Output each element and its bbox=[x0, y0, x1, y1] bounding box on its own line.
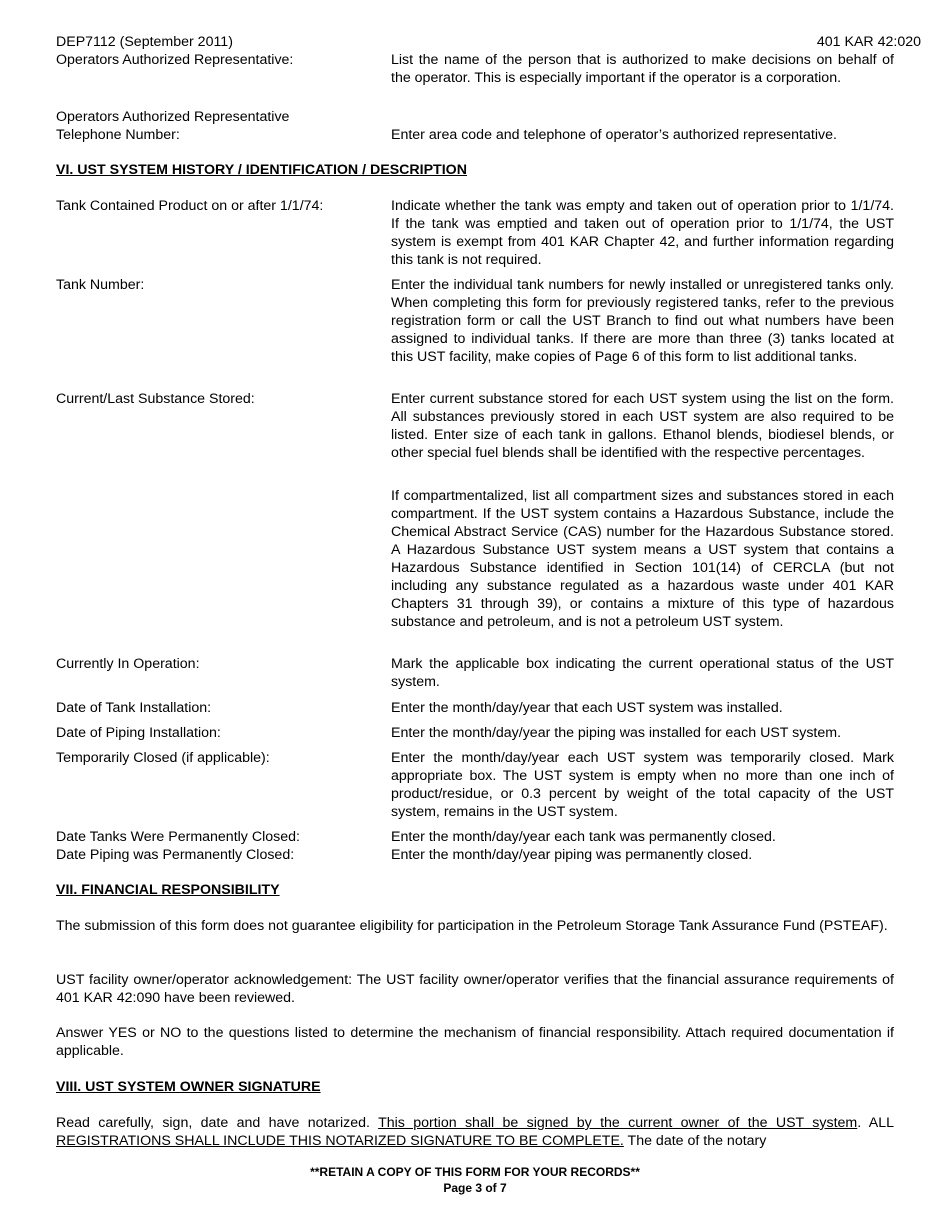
rep-name-desc: List the name of the person that is authorized to make decisions on behalf of the operator. This is especially important if the operator is a corporation. bbox=[391, 52, 894, 86]
rep-phone-label-2: Telephone Number: bbox=[56, 127, 180, 143]
tank-number-desc: Enter the individual tank numbers for newly installed or unregistered tanks only. When completing this form for previously registered tanks, refer to the previous registration form or call the UST Branch to find out what numbers have been assigned to individual tanks. If there are more than three (3) tanks located at this UST facility, make copies of Page 6 of this form to list additional tanks. bbox=[391, 277, 894, 365]
piping-install-desc: Enter the month/day/year the piping was installed for each UST system. bbox=[391, 725, 842, 741]
section-7-title: VII. FINANCIAL RESPONSIBILITY bbox=[56, 882, 280, 898]
sig-text-e: The date of the notary bbox=[623, 1133, 767, 1149]
signature-paragraph bbox=[56, 1114, 894, 1150]
retain-notice: **RETAIN A COPY OF THIS FORM FOR YOUR RECORDS** bbox=[310, 1165, 640, 1179]
rep-phone-label-1: Operators Authorized Representative bbox=[56, 109, 290, 125]
sig-text-owner: This portion shall be signed by the current owner of the UST system bbox=[378, 1115, 858, 1131]
compartment-desc: If compartmentalized, list all compartment sizes and substances stored in each compartment. If the UST system contains a Hazardous Substance, include the Chemical Abstract Service (CAS) number for the Hazardous Substance stored. A Hazardous Substance UST system means a UST system that contains a Hazardous Substance identified in Section 101(14) of CERCLA (but not including any substance regulated as a hazardous waste under 401 KAR Chapters 31 through 39), or contains a mixture of this type of hazardous substance and petroleum, and is not a petroleum UST system. bbox=[391, 488, 894, 630]
tanks-closed-desc: Enter the month/day/year each tank was permanently closed. bbox=[391, 829, 776, 845]
section-8-title: VIII. UST SYSTEM OWNER SIGNATURE bbox=[56, 1079, 321, 1095]
in-operation-label: Currently In Operation: bbox=[56, 656, 200, 672]
page-number: Page 3 of 7 bbox=[443, 1181, 507, 1195]
yes-no-paragraph: Answer YES or NO to the questions listed to determine the mechanism of financial responsibility. Attach required documentation if applicable. bbox=[56, 1025, 894, 1059]
substance-label: Current/Last Substance Stored: bbox=[56, 391, 255, 407]
piping-closed-label: Date Piping was Permanently Closed: bbox=[56, 847, 295, 863]
piping-closed-desc: Enter the month/day/year piping was permanently closed. bbox=[391, 847, 753, 863]
tank-number-label: Tank Number: bbox=[56, 277, 145, 293]
form-id: DEP7112 (September 2011) bbox=[56, 34, 233, 50]
tank-contained-label: Tank Contained Product on or after 1/1/74: bbox=[56, 198, 324, 214]
sig-text-c: . ALL bbox=[857, 1115, 894, 1131]
section-6-title: VI. UST SYSTEM HISTORY / IDENTIFICATION / DESCRIPTION bbox=[56, 162, 467, 178]
sig-text-a: Read carefully, sign, date and have notarized. bbox=[56, 1115, 379, 1131]
piping-install-label: Date of Piping Installation: bbox=[56, 725, 221, 741]
substance-desc: Enter current substance stored for each UST system using the list on the form. All substances previously stored in each UST system are also required to be listed. Enter size of each tank in gallons. Ethanol blends, biodiesel blends, or other special fuel blends shall be identified with the respective percentages. bbox=[391, 391, 894, 461]
tank-contained-desc: Indicate whether the tank was empty and taken out of operation prior to 1/1/74. If the tank was emptied and taken out of operation prior to 1/1/74, the UST system is exempt from 401 KAR Chapter 42, and further information regarding this tank is not required. bbox=[391, 198, 894, 268]
rep-phone-desc: Enter area code and telephone of operator’s authorized representative. bbox=[391, 127, 837, 143]
in-operation-desc: Mark the applicable box indicating the current operational status of the UST system. bbox=[391, 656, 894, 690]
tank-install-desc: Enter the month/day/year that each UST system was installed. bbox=[391, 700, 783, 716]
sig-text-notarized: REGISTRATIONS SHALL INCLUDE THIS NOTARIZED SIGNATURE TO BE COMPLETE. bbox=[56, 1133, 624, 1149]
temp-closed-label: Temporarily Closed (if applicable): bbox=[56, 750, 270, 766]
acknowledgement-paragraph: UST facility owner/operator acknowledgement: The UST facility owner/operator verifies that the financial assurance requirements of 401 KAR 42:090 have been reviewed. bbox=[56, 972, 894, 1006]
rep-name-label: Operators Authorized Representative: bbox=[56, 52, 294, 68]
tanks-closed-label: Date Tanks Were Permanently Closed: bbox=[56, 829, 300, 845]
psteaf-paragraph: The submission of this form does not guarantee eligibility for participation in the Petroleum Storage Tank Assurance Fund (PSTEAF). bbox=[56, 918, 888, 934]
regulation-ref: 401 KAR 42:020 bbox=[816, 34, 921, 50]
temp-closed-desc: Enter the month/day/year each UST system was temporarily closed. Mark appropriate box. The UST system is empty when no more than one inch of product/residue, or 0.3 percent by weight of the total capacity of the UST system, remains in the UST system. bbox=[391, 750, 894, 820]
tank-install-label: Date of Tank Installation: bbox=[56, 700, 212, 716]
